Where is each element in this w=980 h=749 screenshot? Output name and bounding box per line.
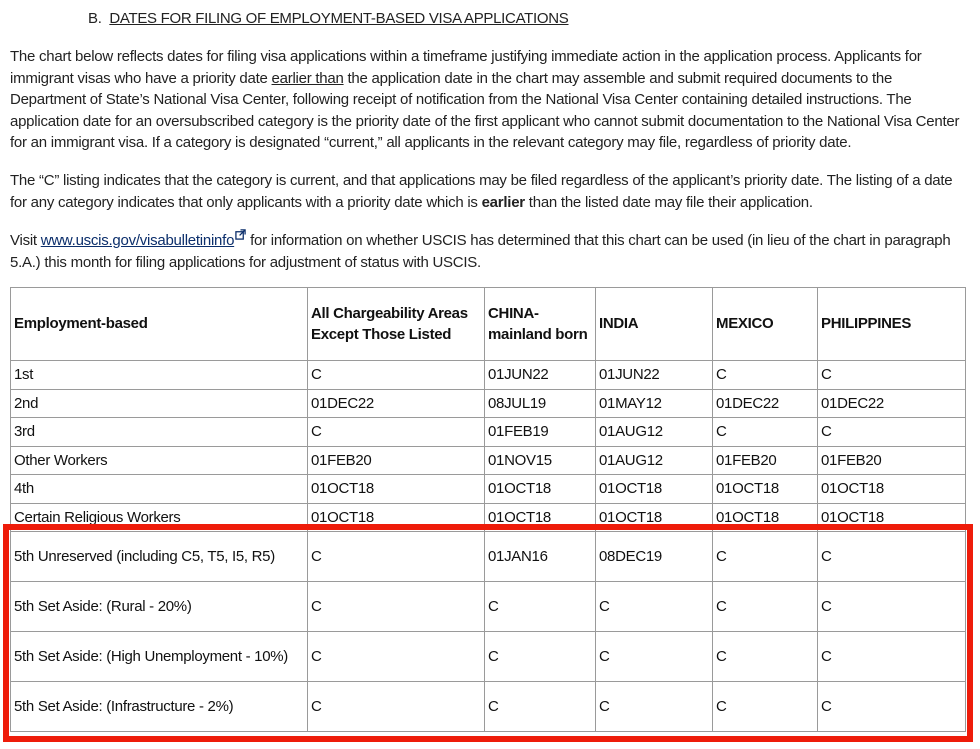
date-cell: 01OCT18 — [818, 503, 966, 532]
section-heading — [88, 10, 569, 27]
category-cell: 1st — [11, 361, 308, 390]
employment-visa-dates-table — [10, 287, 966, 732]
date-cell: 01DEC22 — [713, 389, 818, 418]
date-cell: 01JUN22 — [485, 361, 596, 390]
date-cell: C — [818, 682, 966, 732]
date-cell: 01OCT18 — [308, 503, 485, 532]
date-cell: C — [308, 682, 485, 732]
category-cell: 3rd — [11, 418, 308, 447]
category-cell: 5th Unreserved (including C5, T5, I5, R5) — [11, 532, 308, 582]
date-cell: 01OCT18 — [485, 475, 596, 504]
category-cell: 4th — [11, 475, 308, 504]
table-row — [11, 446, 966, 475]
uscis-link[interactable]: www.uscis.gov/visabulletininfo — [40, 232, 235, 249]
date-cell: 01OCT18 — [485, 503, 596, 532]
table-row — [11, 532, 966, 582]
paragraph3-suffix: for information on whether USCIS has determined that this chart can be used (in lieu of the chart in paragraph 5.A.) this month for filing applications for adjustment of status with USCIS. — [10, 232, 951, 271]
header-china: CHINA-mainland born — [485, 288, 596, 361]
table-row — [11, 361, 966, 390]
date-cell: C — [818, 582, 966, 632]
category-cell: 5th Set Aside: (Rural - 20%) — [11, 582, 308, 632]
header-mexico: MEXICO — [713, 288, 818, 361]
paragraph2-text-a: The “C” listing indicates that the category is current, and that applications may be filed regardless of the applicant’s priority date. The listing of a date for any category indicates that only applicants with a priority date which is — [10, 172, 953, 211]
header-philippines: PHILIPPINES — [818, 288, 966, 361]
category-cell: 5th Set Aside: (Infrastructure - 2%) — [11, 682, 308, 732]
date-cell: 01FEB20 — [818, 446, 966, 475]
date-cell: 01FEB19 — [485, 418, 596, 447]
table-row — [11, 389, 966, 418]
date-cell: 01DEC22 — [308, 389, 485, 418]
table-header-row — [11, 288, 966, 361]
paragraph2-text-b: than the listed date may file their application. — [524, 193, 813, 211]
date-cell: 01OCT18 — [713, 503, 818, 532]
paragraph-filing-chart — [10, 46, 970, 154]
date-cell: C — [713, 582, 818, 632]
date-cell: C — [713, 532, 818, 582]
category-cell: Other Workers — [11, 446, 308, 475]
date-cell: C — [818, 632, 966, 682]
date-cell: C — [596, 582, 713, 632]
date-cell: C — [818, 532, 966, 582]
date-cell: C — [308, 632, 485, 682]
date-cell: 01DEC22 — [818, 389, 966, 418]
date-cell: 01OCT18 — [596, 503, 713, 532]
date-cell: C — [713, 418, 818, 447]
category-cell: 2nd — [11, 389, 308, 418]
paragraph-uscis-visit — [10, 229, 970, 273]
date-cell: C — [308, 532, 485, 582]
date-cell: C — [485, 682, 596, 732]
table-row — [11, 632, 966, 682]
paragraph-current-listing — [10, 170, 970, 213]
table-row — [11, 682, 966, 732]
table-row — [11, 503, 966, 532]
date-cell: C — [485, 582, 596, 632]
category-cell: 5th Set Aside: (High Unemployment - 10%) — [11, 632, 308, 682]
paragraph1-underlined: earlier than — [271, 69, 344, 87]
date-cell: 01AUG12 — [596, 418, 713, 447]
paragraph1-text-a: The chart below reflects dates for filing visa applications within a timeframe justifying immediate action in the application process. Applicants for immigrant visas who have a priority date — [10, 48, 922, 87]
category-cell: Certain Religious Workers — [11, 503, 308, 532]
date-cell: C — [713, 361, 818, 390]
external-link-icon[interactable] — [235, 229, 246, 240]
date-cell: 01OCT18 — [308, 475, 485, 504]
date-cell: 01MAY12 — [596, 389, 713, 418]
header-india: INDIA — [596, 288, 713, 361]
date-cell: 01OCT18 — [818, 475, 966, 504]
section-letter: B. — [88, 10, 102, 27]
date-cell: C — [818, 361, 966, 390]
paragraph3-prefix: Visit — [10, 232, 41, 249]
date-cell: 01FEB20 — [713, 446, 818, 475]
section-title: DATES FOR FILING OF EMPLOYMENT-BASED VISA APPLICATIONS — [109, 10, 569, 27]
date-cell: 01JAN16 — [485, 532, 596, 582]
date-cell: 01FEB20 — [308, 446, 485, 475]
paragraph2-bold: earlier — [481, 193, 525, 211]
date-cell: 01NOV15 — [485, 446, 596, 475]
table-row — [11, 418, 966, 447]
date-cell: C — [308, 418, 485, 447]
date-cell: 01AUG12 — [596, 446, 713, 475]
header-employment-based: Employment-based — [11, 288, 308, 361]
date-cell: C — [308, 582, 485, 632]
date-cell: C — [818, 418, 966, 447]
date-cell: C — [713, 632, 818, 682]
date-cell: 01OCT18 — [713, 475, 818, 504]
date-cell: 01OCT18 — [596, 475, 713, 504]
date-cell: C — [308, 361, 485, 390]
date-cell: C — [596, 632, 713, 682]
paragraph1-text-b: the application date in the chart may assemble and submit required documents to the Department of State’s National Visa Center, following receipt of notification from the National Visa Center containing detailed instructions. The application date for an oversubscribed category is the priority date of the first applicant who cannot submit documentation to the National Visa Center for an immigrant visa. If a category is designated “current,” all applicants in the relevant category may file, regardless of priority date. — [10, 69, 960, 151]
date-cell: 01JUN22 — [596, 361, 713, 390]
table-row — [11, 475, 966, 504]
date-cell: C — [485, 632, 596, 682]
date-cell: 08JUL19 — [485, 389, 596, 418]
header-all-chargeability: All Chargeability Areas Except Those Listed — [308, 288, 485, 361]
table-row — [11, 582, 966, 632]
date-cell: 08DEC19 — [596, 532, 713, 582]
date-cell: C — [713, 682, 818, 732]
date-cell: C — [596, 682, 713, 732]
